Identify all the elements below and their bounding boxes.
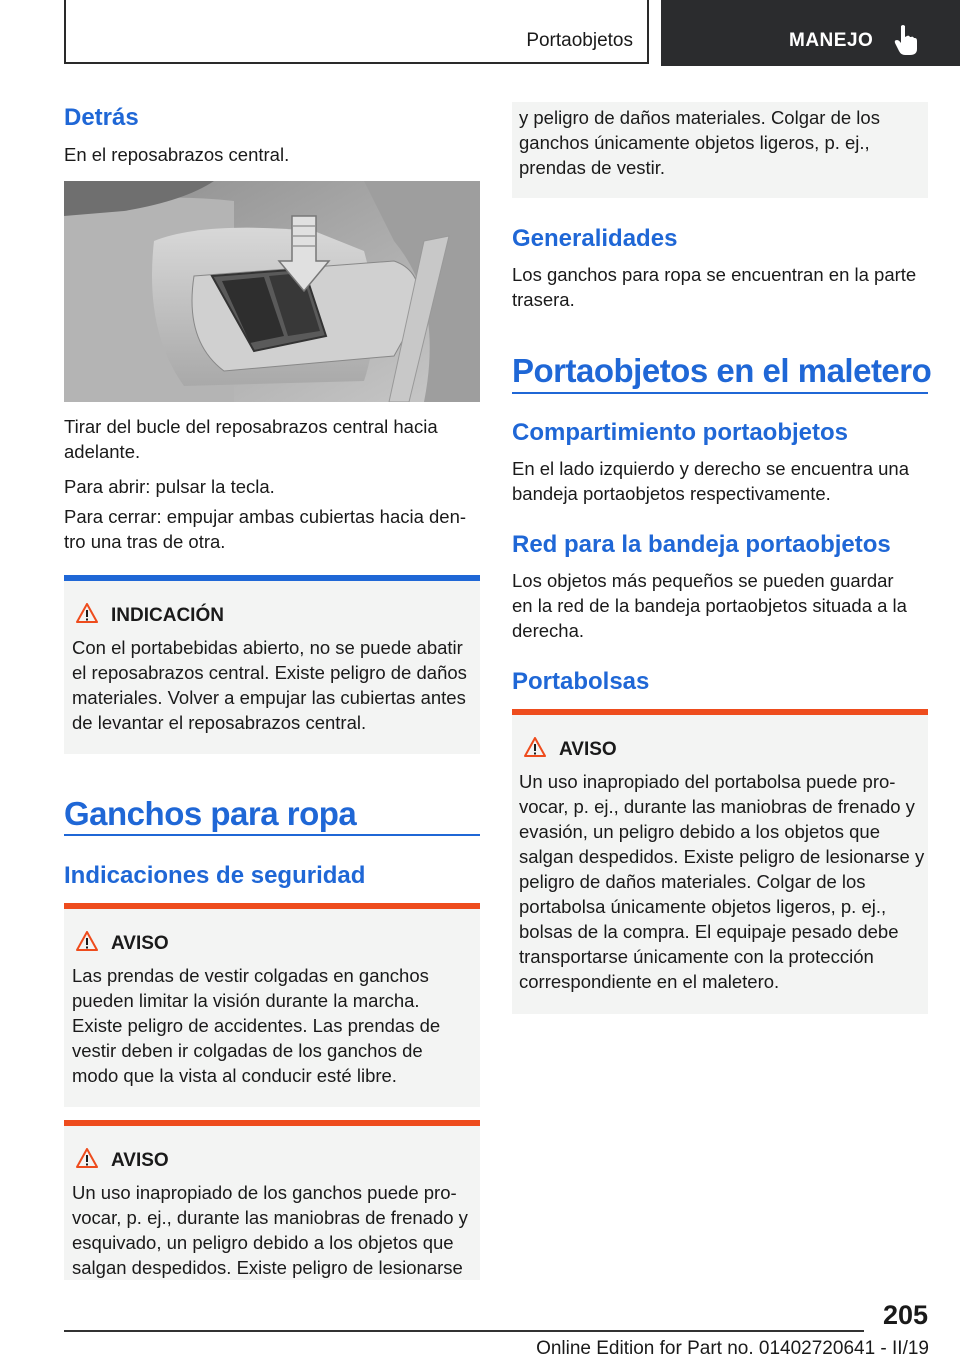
warning-triangle-icon	[76, 1148, 98, 1168]
ganchos-rule	[64, 834, 480, 836]
warning-triangle-icon	[524, 737, 546, 757]
warning-bar-2	[64, 1120, 480, 1126]
warning-title-1: AVISO	[111, 933, 169, 954]
paragraph-open: Para abrir: pulsar la tecla.	[64, 476, 275, 497]
page-number: 205	[882, 1300, 928, 1330]
warning-box-3	[512, 709, 928, 1014]
header-chapter-tab[interactable]	[661, 0, 960, 66]
note-text: Con el portabebidas abierto, no se puede abatir el reposabrazos central. Existe peligro de daños materiales. Volver a empujar las cubiertas antes de levantar el reposabrazos central.	[72, 637, 467, 733]
maletero-heading: Portaobjetos en el maletero	[512, 352, 932, 389]
detras-subtitle: En el reposabrazos central.	[64, 144, 290, 165]
warning-box-continued	[512, 102, 928, 198]
seguridad-heading: Indicaciones de seguridad	[64, 862, 366, 889]
footer-edition: Online Edition for Part no. 01402720641 - II/19	[536, 1338, 929, 1359]
header-section-title: Portaobjetos	[526, 30, 633, 51]
armrest-illustration	[64, 181, 480, 402]
warning-text-3: Un uso inapropiado del portabolsa puede provocar, p. ej., durante las maniobras de frenado y evasión, un peligro debido a los objetos que salgan despedidos. Existe peligro de lesionarse y peligro de daños materiales. Colgar de los portabolsa únicamente objetos ligeros, p. ej., bolsas de la compra. El equipaje pesado debe transportarse únicamente con la protección correspondiente en el maletero.	[519, 771, 925, 992]
note-bar	[64, 575, 480, 581]
note-title: INDICACIÓN	[111, 605, 224, 626]
warning-text-continued: y peligro de daños materiales. Colgar de los ganchos únicamente objetos ligeros, p. ej., prendas de vestir.	[519, 107, 880, 178]
maletero-rule	[512, 392, 928, 394]
warning-box-1	[64, 903, 480, 1107]
note-box	[64, 575, 480, 754]
warning-box-2	[64, 1120, 480, 1280]
detras-heading: Detrás	[64, 104, 139, 131]
footer-rule	[64, 1330, 864, 1332]
compartimiento-text: En el lado izquierdo y derecho se encuentra una bandeja portaobjetos respectivamente.	[512, 458, 909, 504]
warning-bar-3	[512, 709, 928, 715]
warning-bar-1	[64, 903, 480, 909]
warning-text-2: Un uso inapropiado de los ganchos puede provocar, p. ej., durante las maniobras de frenado y esquivado, un peligro debido a los objetos que salgan despedidos. Existe peligro de lesionarse	[72, 1182, 468, 1278]
ganchos-heading: Ganchos para ropa	[64, 795, 357, 832]
paragraph-close: Para cerrar: empujar ambas cubiertas hacia dentro una tras de otra.	[64, 506, 467, 552]
armrest-photo	[64, 181, 480, 402]
warning-title-2: AVISO	[111, 1150, 169, 1171]
portabolsas-heading: Portabolsas	[512, 668, 650, 695]
generalidades-text: Los ganchos para ropa se encuentran en la parte trasera.	[512, 264, 917, 310]
generalidades-heading: Generalidades	[512, 225, 678, 252]
compartimiento-heading: Compartimiento portaobjetos	[512, 419, 849, 446]
warning-title-3: AVISO	[559, 739, 617, 760]
red-heading: Red para la bandeja portaobjetos	[512, 531, 891, 558]
paragraph-pull-loop: Tirar del bucle del reposabrazos central hacia adelante.	[64, 416, 438, 462]
warning-triangle-icon	[76, 931, 98, 951]
hand-pointer-icon	[893, 24, 919, 56]
red-text: Los objetos más pequeños se pueden guardar en la red de la bandeja portaobjetos situada a la derecha.	[512, 570, 907, 641]
header-section-box	[64, 0, 649, 64]
header-chapter-title: MANEJO	[789, 30, 874, 51]
warning-triangle-icon	[76, 603, 98, 623]
warning-text-1: Las prendas de vestir colgadas en ganchos pueden limitar la visión durante la marcha. Existe peligro de accidentes. Las prendas de vestir deben ir colgadas de los ganchos de modo que la vista al conducir esté libre.	[72, 965, 441, 1086]
